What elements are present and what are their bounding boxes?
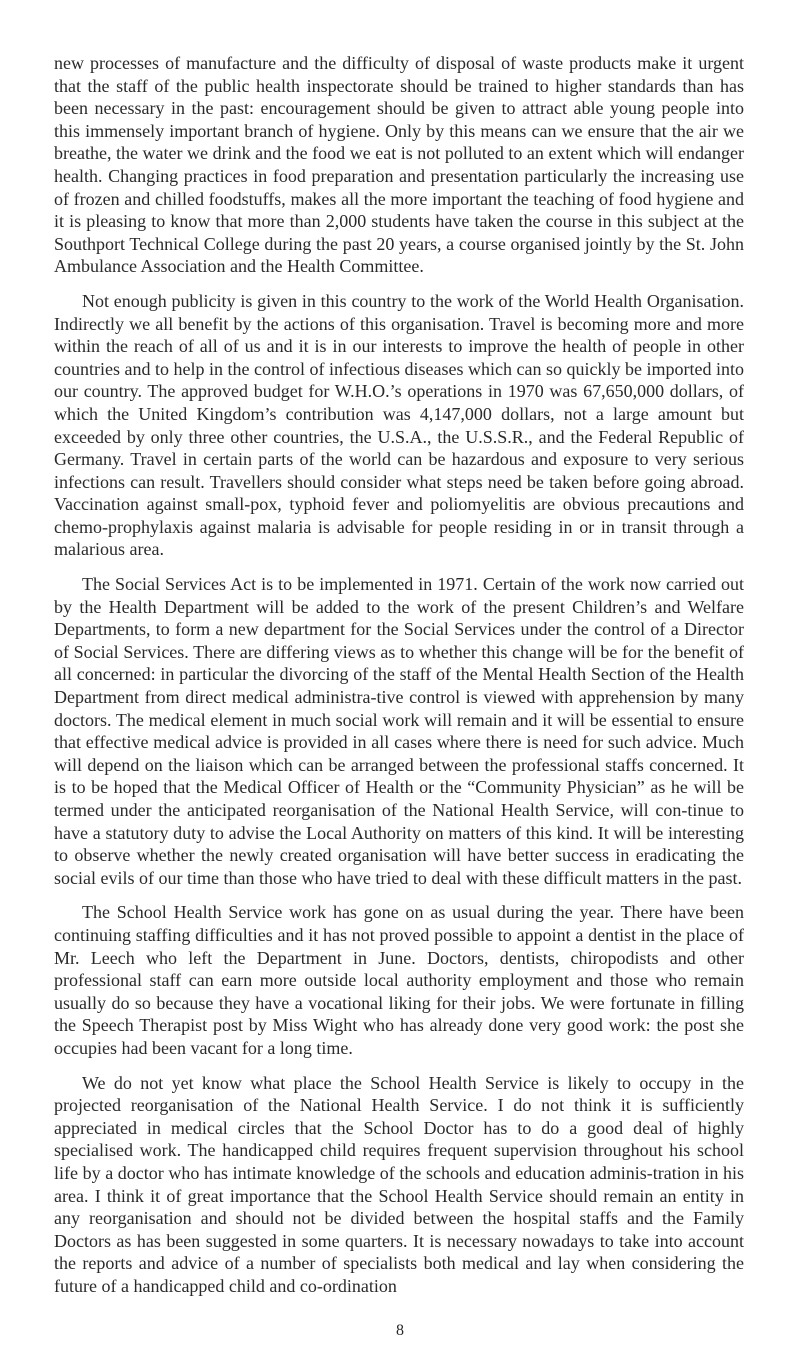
document-body — [54, 52, 744, 1309]
paragraph-who: Not enough publicity is given in this country to the work of the World Health Organisation. Indirectly we all benefit by the actions of this organisation. Travel is becoming more and more within the reach of all of us and it is in our interests to improve the health of people in other countries and to help in the control of infectious diseases which can so quickly be imported into our country. The approved budget for W.H.O.’s operations in 1970 was 67,650,000 dollars, of which the United Kingdom’s contribution was 4,147,000 dollars, not a large amount but exceeded by only three other countries, the U.S.A., the U.S.S.R., and the Federal Republic of Germany. Travel in certain parts of the world can be hazardous and exposure to very serious infections can result. Travellers should consider what steps need be taken before going abroad. Vaccination against small-pox, typhoid fever and poliomyelitis are obvious precautions and chemo-prophylaxis against malaria is advisable for people residing in or in transit through a malarious area. — [54, 290, 744, 560]
page-number: 8 — [396, 1322, 404, 1339]
paragraph-reorganisation: We do not yet know what place the School Health Service is likely to occupy in the projected reorganisation of the National Health Service. I do not think it is sufficiently appreciated in medical circles that the School Doctor has to do a good deal of highly specialised work. The handicapped child requires frequent supervision throughout his school life by a doctor who has intimate knowledge of the schools and education adminis-tration in his area. I think it of great importance that the School Health Service should remain an entity in any reorganisation and should not be divided between the hospital staffs and the Family Doctors as has been suggested in some quarters. It is necessary nowadays to take into account the reports and advice of a number of specialists both medical and lay when considering the future of a handicapped child and co-ordination — [54, 1072, 744, 1296]
paragraph-social-services: The Social Services Act is to be implemented in 1971. Certain of the work now carried out by the Health Department will be added to the work of the present Children’s and Welfare Departments, to form a new department for the Social Services under the control of a Director of Social Services. There are differing views as to whether this change will be for the benefit of all concerned: in particular the divorcing of the staff of the Mental Health Section of the Health Department from direct medical administra-tive control is viewed with apprehension by many doctors. The medical element in much social work will remain and it will be essential to ensure that effective medical advice is provided in all cases where there is need for such advice. Much will depend on the liaison which can be arranged between the professional staffs concerned. It is to be hoped that the Medical Officer of Health or the “Community Physician” as he will be termed under the anticipated reorganisation of the National Health Service, will con-tinue to have a statutory duty to advise the Local Authority on matters of this kind. It will be interesting to observe whether the newly created organisation will have better success in eradicating the social evils of our time than those who have tried to deal with these difficult matters in the past. — [54, 574, 744, 888]
paragraph-school-health: The School Health Service work has gone on as usual during the year. There have been continuing staffing difficulties and it has not proved possible to appoint a dentist in the place of Mr. Leech who left the Department in June. Doctors, dentists, chiropodists and other professional staff can earn more outside local authority employment and those who remain usually do so because they have a vocational liking for their jobs. We were fortunate in filling the Speech Therapist post by Miss Wight who has already done very good work: the post she occupies had been vacant for a long time. — [54, 902, 744, 1058]
paragraph-continued: new processes of manufacture and the difficulty of disposal of waste products make it urgent that the staff of the public health inspectorate should be trained to higher standards than has been necessary in the past: encouragement should be given to attract able young people into this immensely important branch of hygiene. Only by this means can we ensure that the air we breathe, the water we drink and the food we eat is not polluted to an extent which will endanger health. Changing practices in food preparation and presentation particularly the increasing use of frozen and chilled foodstuffs, makes all the more important the teaching of food hygiene and it is pleasing to know that more than 2,000 students have taken the course in this subject at the Southport Technical College during the past 20 years, a course organised jointly by the St. John Ambulance Association and the Health Committee. — [54, 53, 744, 277]
